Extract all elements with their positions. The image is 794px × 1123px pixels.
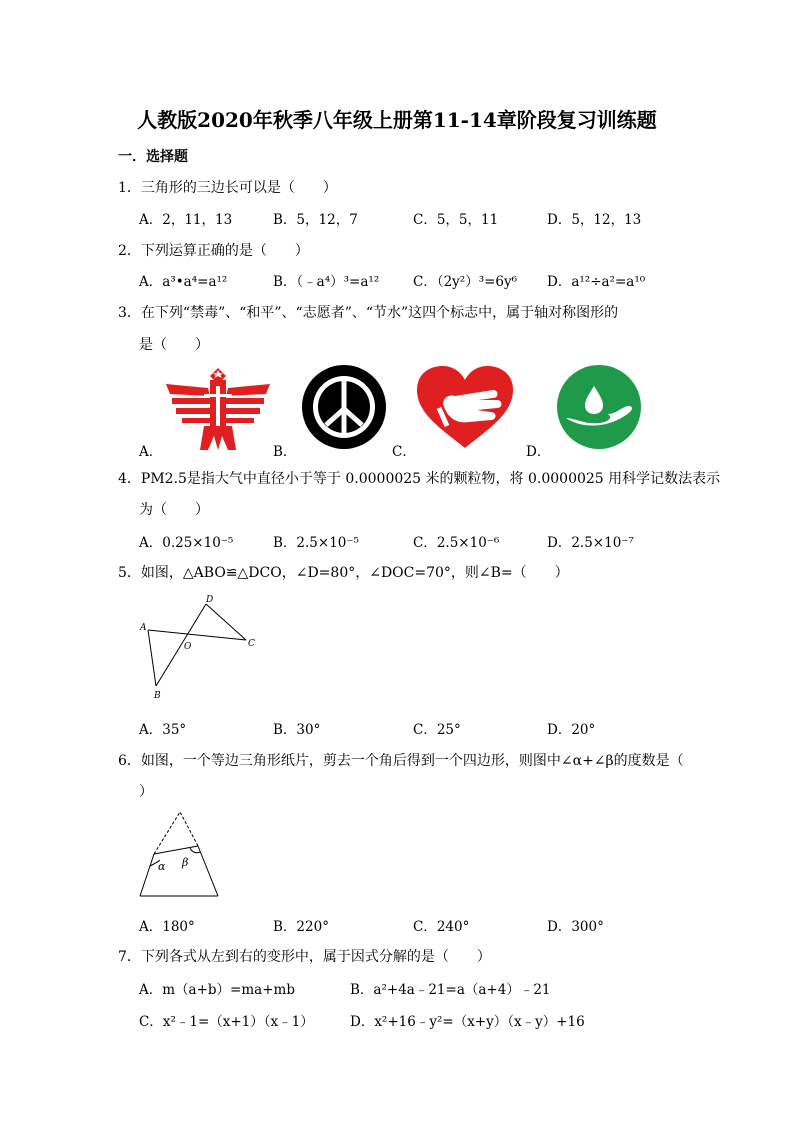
q3-option-b: B． bbox=[273, 444, 297, 460]
q4-option-a: A．0.25×10⁻⁵ bbox=[139, 535, 234, 551]
q3-option-a: A． bbox=[139, 444, 163, 460]
q1-option-b: B．5，12，7 bbox=[273, 212, 358, 228]
q1-option-c: C．5，5，11 bbox=[413, 212, 499, 228]
q4-option-b: B．2.5×10⁻⁵ bbox=[273, 535, 359, 551]
q2-option-a: A．a³•a⁴=a¹² bbox=[139, 274, 228, 290]
q3-option-d: D． bbox=[526, 444, 551, 460]
question-2-stem: 2．下列运算正确的是（ ） bbox=[118, 243, 309, 259]
q4-option-c: C．2.5×10⁻⁶ bbox=[413, 535, 500, 551]
q5-label-o: O bbox=[184, 642, 192, 652]
q6-cut-triangle-figure bbox=[136, 810, 226, 900]
q3-option-c: C． bbox=[392, 444, 416, 460]
q5-option-b: B．30° bbox=[273, 722, 321, 738]
q6-label-beta: β bbox=[182, 856, 189, 869]
q5-option-d: D．20° bbox=[547, 722, 596, 738]
question-4-stem-line1: 4．PM2.5是指大气中直径小于等于 0.0000025 米的颗粒物，将 0.0000025 用科学记数法表示 bbox=[118, 471, 721, 487]
q7-option-d: D．x²+16﹣y²=（x+y）（x﹣y）+16 bbox=[350, 1014, 585, 1030]
question-7-stem: 7．下列各式从左到右的变形中，属于因式分解的是（ ） bbox=[118, 949, 491, 965]
section-heading: 一．选择题 bbox=[118, 149, 188, 165]
question-1-stem: 1．三角形的三边长可以是（ ） bbox=[118, 180, 337, 196]
q5-option-c: C．25° bbox=[413, 722, 461, 738]
q6-option-c: C．240° bbox=[413, 919, 470, 935]
q5-option-a: A．35° bbox=[139, 722, 187, 738]
question-3-stem-line2: 是（ ） bbox=[139, 337, 209, 353]
water-saving-logo bbox=[556, 364, 642, 450]
q5-label-a: A bbox=[140, 623, 147, 633]
volunteer-heart-logo bbox=[413, 364, 517, 450]
q6-option-d: D．300° bbox=[547, 919, 604, 935]
q5-label-b: B bbox=[154, 691, 161, 701]
document-title: 人教版2020年秋季八年级上册第11-14章阶段复习训练题 bbox=[137, 108, 657, 132]
peace-logo bbox=[300, 363, 388, 451]
q5-label-c: C bbox=[248, 639, 255, 649]
q1-option-a: A．2，11，13 bbox=[139, 212, 233, 228]
q7-option-b: B．a²+4a﹣21=a（a+4）﹣21 bbox=[350, 982, 551, 998]
q6-label-alpha: α bbox=[158, 860, 166, 873]
q5-label-d: D bbox=[206, 595, 214, 605]
q6-option-a: A．180° bbox=[139, 919, 195, 935]
anti-drug-eagle-logo bbox=[164, 366, 272, 452]
q5-triangles-figure bbox=[136, 594, 266, 704]
q4-option-d: D．2.5×10⁻⁷ bbox=[547, 535, 634, 551]
question-6-stem-line1: 6．如图，一个等边三角形纸片，剪去一个角后得到一个四边形，则图中∠α+∠β的度数是（ bbox=[118, 753, 684, 769]
question-4-stem-line2: 为（ ） bbox=[139, 502, 209, 518]
q2-option-b: B．（﹣a⁴）³=a¹² bbox=[273, 274, 380, 290]
q2-option-c: C．（2y²）³=6y⁶ bbox=[413, 274, 518, 290]
q2-option-d: D．a¹²÷a²=a¹⁰ bbox=[547, 274, 646, 290]
q7-option-a: A．m（a+b）=ma+mb bbox=[139, 982, 295, 998]
q6-option-b: B．220° bbox=[273, 919, 329, 935]
question-6-stem-line2: ） bbox=[139, 784, 153, 800]
question-3-stem-line1: 3．在下列“禁毒”、“和平”、“志愿者”、“节水”这四个标志中，属于轴对称图形的 bbox=[118, 305, 619, 321]
question-5-stem: 5．如图，△ABO≌△DCO，∠D=80°，∠DOC=70°，则∠B=（ ） bbox=[118, 565, 569, 581]
q1-option-d: D．5，12，13 bbox=[547, 212, 642, 228]
q7-option-c: C．x²﹣1=（x+1）（x﹣1） bbox=[139, 1014, 314, 1030]
